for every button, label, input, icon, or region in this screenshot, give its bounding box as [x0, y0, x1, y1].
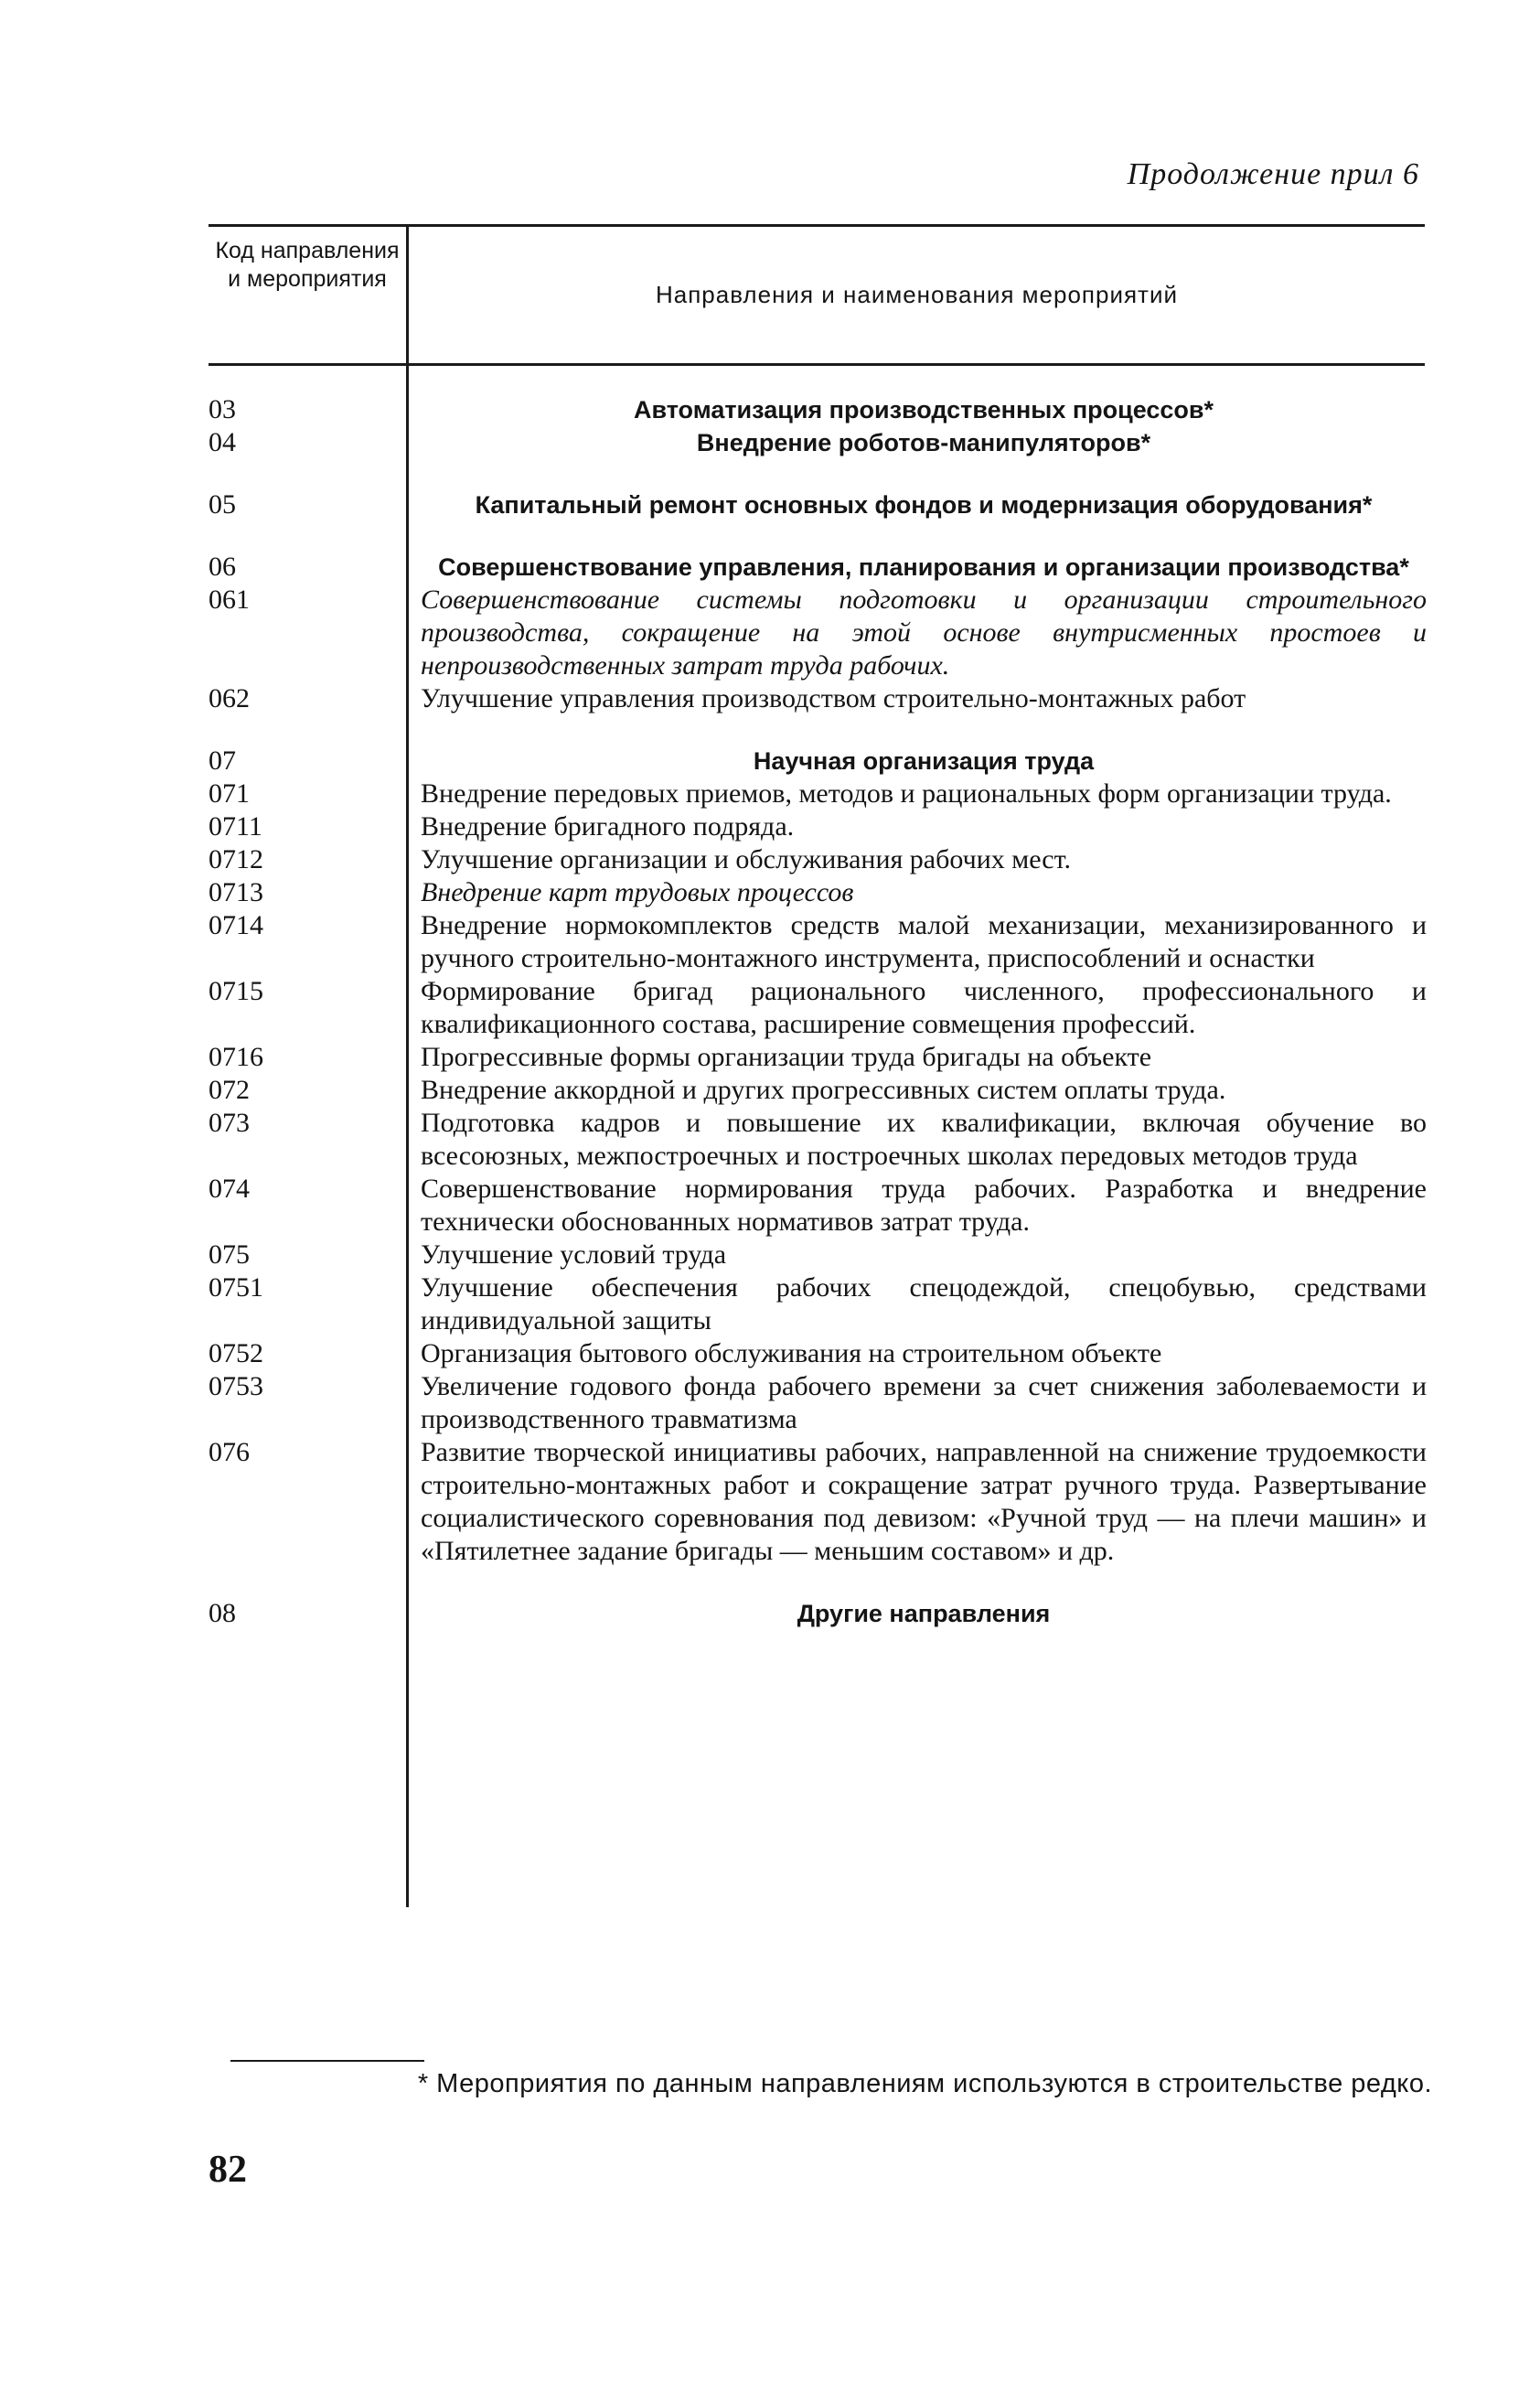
measure-code: 075: [209, 1239, 250, 1270]
table-row: [209, 745, 1425, 778]
table-row: [209, 1107, 1425, 1173]
measure-code: 072: [209, 1075, 250, 1105]
measure-description: Увеличение годового фонда рабочего времени за счет снижения заболеваемости и производственного травматизма: [421, 1371, 1427, 1434]
measure-code: 03: [209, 394, 236, 424]
measure-code: 0713: [209, 877, 263, 907]
measure-description: Организация бытового обслуживания на строительном объекте: [421, 1338, 1162, 1368]
measure-code: 06: [209, 552, 236, 582]
measure-description: Внедрение нормокомплектов средств малой механизации, механизированного и ручного строительно-монтажного инструмента, приспособлений и оснастки: [421, 910, 1427, 973]
measure-code: 07: [209, 745, 236, 776]
measure-description: Прогрессивные формы организации труда бригады на объекте: [421, 1042, 1152, 1072]
header-code-column: Код направления и мероприятия: [215, 238, 400, 292]
measure-code: 05: [209, 489, 236, 520]
footnote-rule: [230, 2060, 424, 2062]
continuation-label: Продолжение прил 6: [1127, 157, 1419, 191]
footnote: * Мероприятия по данным направлениям используются в строительстве редко.: [417, 2069, 1432, 2098]
measure-description: Совершенствование системы подготовки и организации строительного производства, сокращение на этой основе внутрисменных простоев и непроизводственных затрат труда рабочих.: [421, 585, 1427, 681]
row-gap: [209, 521, 1425, 551]
page-number: 82: [209, 2149, 247, 2191]
section-heading: Автоматизация производственных процессов*: [633, 396, 1214, 424]
table-row: [209, 909, 1425, 975]
table-row: [209, 1370, 1425, 1436]
measure-code: 0714: [209, 910, 263, 940]
table-row: [209, 682, 1425, 715]
table-row: [209, 1074, 1425, 1107]
table-header-rule: [209, 363, 1425, 366]
measure-code: 0711: [209, 811, 262, 842]
measure-code: 0716: [209, 1042, 263, 1072]
measure-code: 062: [209, 683, 250, 713]
table-row: [209, 1041, 1425, 1074]
measure-code: 04: [209, 427, 236, 457]
measures-table: [209, 224, 1425, 1907]
section-heading: Капитальный ремонт основных фондов и модернизация оборудования*: [475, 491, 1373, 519]
table-row: [209, 1436, 1425, 1568]
measure-description: Внедрение карт трудовых процессов: [421, 877, 854, 907]
header-description-column: Направления и наименования мероприятий: [655, 281, 1179, 308]
measure-description: Внедрение аккордной и других прогрессивных систем оплаты труда.: [421, 1075, 1226, 1105]
measure-code: 0752: [209, 1338, 263, 1368]
measure-code: 061: [209, 585, 250, 615]
section-heading: Внедрение роботов-манипуляторов*: [696, 429, 1151, 456]
measure-description: Внедрение бригадного подряда.: [421, 811, 795, 842]
measure-description: Формирование бригад рационального численного, профессионального и квалификационного состава, расширение совмещения профессий.: [421, 976, 1427, 1039]
measure-description: Развитие творческой инициативы рабочих, направленной на снижение трудоемкости строительно-монтажных работ и сокращение затрат ручного труда. Развертывание социалистического соревнования под девизом: «Ручной труд — на плечи машин» и «Пятилетнее задание бригады — меньшим составом» и др.: [421, 1437, 1427, 1566]
measure-description: Подготовка кадров и повышение их квалификации, включая обучение во всесоюзных, межпостроечных и построечных школах передовых методов труда: [421, 1108, 1427, 1171]
section-heading: Научная организация труда: [753, 747, 1095, 775]
measure-code: 08: [209, 1598, 236, 1628]
table-row: [209, 584, 1425, 682]
section-heading: Совершенствование управления, планирования и организации производства*: [438, 553, 1409, 581]
table-row: [209, 778, 1425, 810]
table-row: [209, 1597, 1425, 1630]
row-gap: [209, 1568, 1425, 1597]
table-row: [209, 810, 1425, 843]
table-row: [209, 1239, 1425, 1271]
table-row: [209, 975, 1425, 1041]
section-heading: Другие направления: [797, 1600, 1051, 1627]
table-row: [209, 393, 1425, 426]
measure-code: 0712: [209, 844, 263, 874]
table-body: [209, 393, 1425, 1630]
table-row: [209, 843, 1425, 876]
measure-code: 0751: [209, 1272, 263, 1303]
measure-code: 074: [209, 1174, 250, 1204]
measure-description: Улучшение условий труда: [421, 1239, 727, 1270]
table-row: [209, 1271, 1425, 1337]
measure-description: Улучшение управления производством строительно-монтажных работ: [421, 683, 1246, 713]
measure-description: Внедрение передовых приемов, методов и рациональных форм организации труда.: [421, 778, 1392, 809]
table-row: [209, 426, 1425, 459]
measure-code: 0753: [209, 1371, 263, 1401]
table-row: [209, 876, 1425, 909]
table-row: [209, 488, 1425, 521]
table-top-rule: [209, 224, 1425, 227]
table-row: [209, 1337, 1425, 1370]
row-gap: [209, 459, 1425, 488]
table-row: [209, 1173, 1425, 1239]
measure-description: Улучшение организации и обслуживания рабочих мест.: [421, 844, 1071, 874]
measure-code: 076: [209, 1437, 250, 1467]
row-gap: [209, 715, 1425, 745]
measure-description: Совершенствование нормирования труда рабочих. Разработка и внедрение технически обоснованных нормативов затрат труда.: [421, 1174, 1427, 1237]
measure-description: Улучшение обеспечения рабочих спецодеждой, спецобувью, средствами индивидуальной защиты: [421, 1272, 1427, 1335]
table-row: [209, 551, 1425, 584]
measure-code: 0715: [209, 976, 263, 1006]
measure-code: 071: [209, 778, 250, 809]
measure-code: 073: [209, 1108, 250, 1138]
